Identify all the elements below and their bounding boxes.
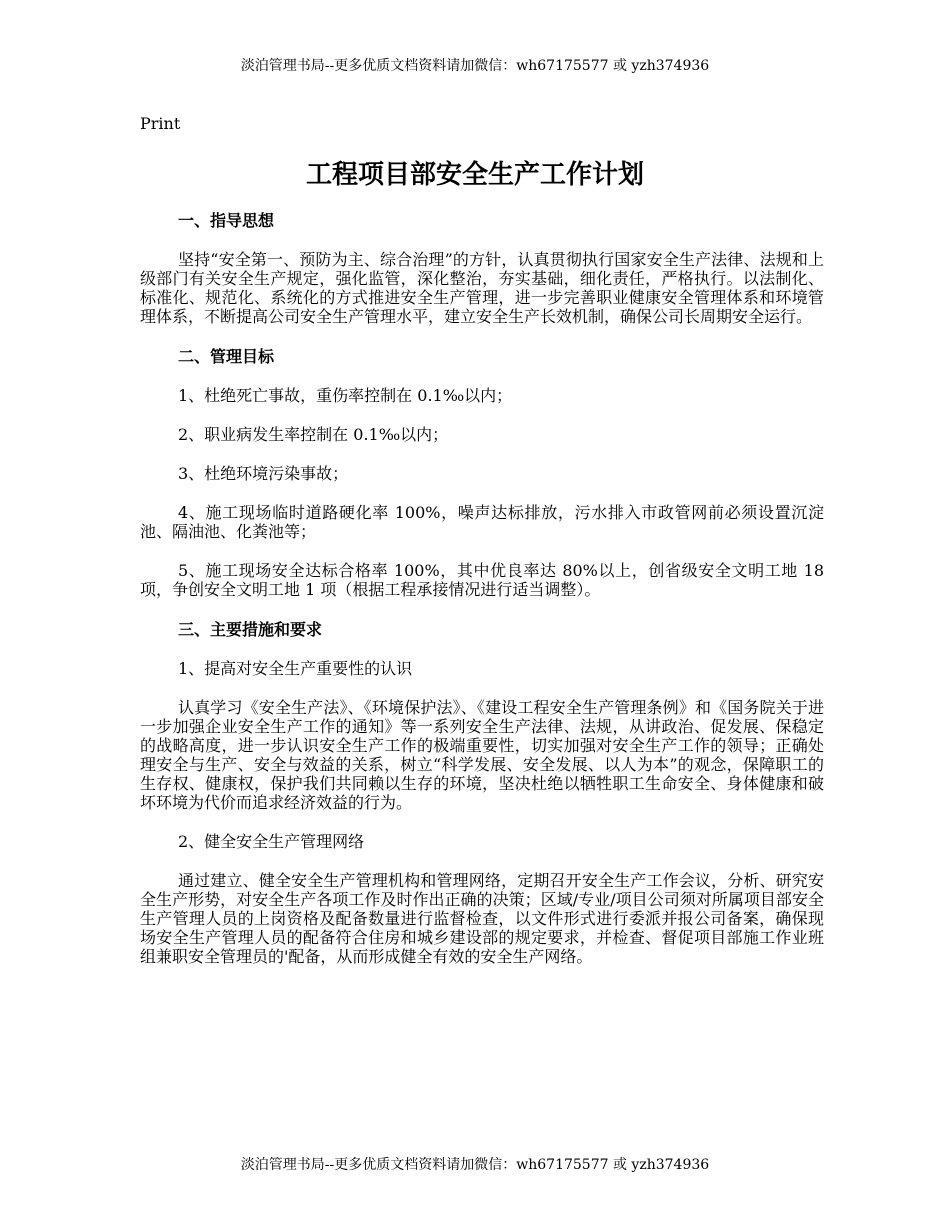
measure-subheading-2: 2、健全安全生产管理网络 bbox=[178, 832, 365, 851]
page-header: 淡泊管理书局--更多优质文档资料请加微信：wh67175577 或 yzh374936 bbox=[240, 58, 710, 74]
document-title: 工程项目部安全生产工作计划 bbox=[305, 160, 644, 190]
goal-item-3: 3、杜绝环境污染事故； bbox=[178, 464, 349, 483]
paragraph-measure-2: 通过建立、健全安全生产管理机构和管理网络，定期召开安全生产工作会议，分析、研究安全生产形势，对安全生产各项工作及时作出正确的决策；区域/专业/项目公司须对所属项目部安全生产管理人员的上岗资格及配备数量进行监督检查，以文件形式进行委派并报公司备案，确保现场安全生产管理人员的配备符合住房和城乡建设部的规定要求，并检查、督促项目部施工作业班组兼职安全管理员的'配备，从而形成健全有效的安全生产网络。 bbox=[140, 871, 824, 966]
measure-subheading-1: 1、提高对安全生产重要性的认识 bbox=[178, 659, 413, 678]
document-body bbox=[140, 211, 824, 966]
goal-item-2: 2、职业病发生率控制在 0.1‰以内； bbox=[178, 425, 449, 444]
section-heading-guiding-ideology: 一、指导思想 bbox=[178, 211, 275, 230]
goal-item-1: 1、杜绝死亡事故，重伤率控制在 0.1‰以内； bbox=[178, 386, 513, 405]
page-footer: 淡泊管理书局--更多优质文档资料请加微信：wh67175577 或 yzh374936 bbox=[240, 1157, 710, 1173]
paragraph-guiding-ideology: 坚持“安全第一、预防为主、综合治理”的方针，认真贯彻执行国家安全生产法律、法规和上级部门有关安全生产规定，强化监管，深化整治，夯实基础，细化责任，严格执行。以法制化、标准化、规范化、系统化的方式推进安全生产管理，进一步完善职业健康安全管理体系和环境管理体系，不断提高公司安全生产管理水平，建立安全生产长效机制，确保公司长周期安全运行。 bbox=[140, 250, 824, 326]
goal-item-4: 4、施工现场临时道路硬化率 100%，噪声达标排放，污水排入市政管网前必须设置沉淀池、隔油池、化粪池等； bbox=[140, 503, 824, 541]
goal-item-5: 5、施工现场安全达标合格率 100%，其中优良率达 80%以上，创省级安全文明工地 18 项，争创安全文明工地 1 项（根据工程承接情况进行适当调整）。 bbox=[140, 561, 824, 599]
section-heading-measures: 三、主要措施和要求 bbox=[178, 620, 323, 639]
paragraph-measure-1: 认真学习《安全生产法》、《环境保护法》、《建设工程安全生产管理条例》和《国务院关于进一步加强企业安全生产工作的通知》等一系列安全生产法律、法规，从讲政治、促发展、保稳定的战略高度，进一步认识安全生产工作的极端重要性，切实加强对安全生产工作的领导；正确处理安全与生产、安全与效益的关系，树立“科学发展、安全发展、以人为本”的观念，保障职工的生存权、健康权，保护我们共同赖以生存的环境，坚决杜绝以牺牲职工生命安全、身体健康和破坏环境为代价而追求经济效益的行为。 bbox=[140, 698, 824, 812]
section-heading-management-goals: 二、管理目标 bbox=[178, 347, 275, 366]
print-label: Print bbox=[140, 114, 181, 133]
